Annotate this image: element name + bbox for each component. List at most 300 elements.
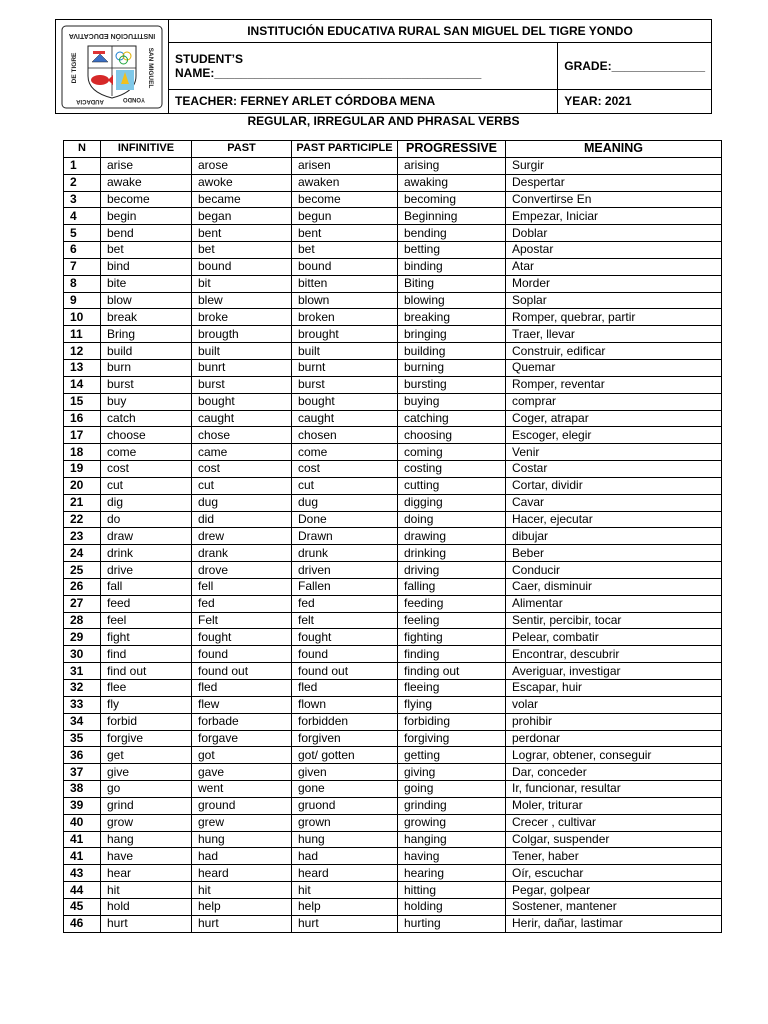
past-cell: blew [192, 292, 292, 309]
past-cell: drove [192, 562, 292, 579]
row-number: 46 [64, 915, 101, 932]
progressive-cell: hitting [398, 882, 506, 899]
infinitive-cell: get [101, 747, 192, 764]
table-row [64, 343, 722, 360]
past-cell: began [192, 208, 292, 225]
meaning-cell: Lograr, obtener, conseguir [506, 747, 722, 764]
table-row [64, 848, 722, 865]
column-header-infinitive: INFINITIVE [101, 141, 192, 158]
past-cell: Felt [192, 612, 292, 629]
verbs-table-body [64, 157, 722, 932]
meaning-cell: Sentir, percibir, tocar [506, 612, 722, 629]
past-cell: chose [192, 427, 292, 444]
progressive-cell: driving [398, 562, 506, 579]
infinitive-cell: catch [101, 410, 192, 427]
crest-icon [60, 24, 164, 110]
past-cell: bent [192, 225, 292, 242]
row-number: 31 [64, 663, 101, 680]
meaning-cell: Conducir [506, 562, 722, 579]
progressive-cell: fleeing [398, 680, 506, 697]
infinitive-cell: Bring [101, 326, 192, 343]
infinitive-cell: cut [101, 477, 192, 494]
table-header-row [64, 141, 722, 158]
past-cell: flew [192, 696, 292, 713]
row-number: 10 [64, 309, 101, 326]
past-participle-cell: forbidden [292, 713, 398, 730]
progressive-cell: feeding [398, 595, 506, 612]
logo-bottom-right-text: YONDO [122, 95, 146, 102]
table-row [64, 612, 722, 629]
infinitive-cell: feel [101, 612, 192, 629]
past-participle-cell: caught [292, 410, 398, 427]
progressive-cell: bending [398, 225, 506, 242]
meaning-cell: comprar [506, 393, 722, 410]
school-crest-logo [60, 24, 164, 110]
past-participle-cell: awaken [292, 174, 398, 191]
row-number: 15 [64, 393, 101, 410]
infinitive-cell: buy [101, 393, 192, 410]
logo-bottom-left-text: AUDACIA [76, 97, 104, 104]
row-number: 33 [64, 696, 101, 713]
table-row [64, 915, 722, 932]
meaning-cell: Caer, disminuir [506, 578, 722, 595]
progressive-cell: grinding [398, 797, 506, 814]
infinitive-cell: fly [101, 696, 192, 713]
logo-right-text: SAN MIGUEL [147, 47, 154, 88]
past-participle-cell: help [292, 898, 398, 915]
past-cell: bunrt [192, 359, 292, 376]
table-row [64, 275, 722, 292]
table-row [64, 174, 722, 191]
progressive-cell: bringing [398, 326, 506, 343]
row-number: 23 [64, 528, 101, 545]
meaning-cell: Costar [506, 461, 722, 478]
meaning-cell: dibujar [506, 528, 722, 545]
table-row [64, 595, 722, 612]
table-row [64, 511, 722, 528]
meaning-cell: Romper, reventar [506, 376, 722, 393]
meaning-cell: Beber [506, 545, 722, 562]
past-cell: forbade [192, 713, 292, 730]
progressive-cell: choosing [398, 427, 506, 444]
progressive-cell: catching [398, 410, 506, 427]
table-row [64, 444, 722, 461]
infinitive-cell: build [101, 343, 192, 360]
meaning-cell: Atar [506, 258, 722, 275]
past-participle-cell: flown [292, 696, 398, 713]
row-number: 8 [64, 275, 101, 292]
meaning-cell: Ir, funcionar, resultar [506, 781, 722, 798]
infinitive-cell: hold [101, 898, 192, 915]
infinitive-cell: bend [101, 225, 192, 242]
table-row [64, 258, 722, 275]
progressive-cell: arising [398, 157, 506, 174]
infinitive-cell: forbid [101, 713, 192, 730]
past-participle-cell: hurt [292, 915, 398, 932]
meaning-cell: Oír, escuchar [506, 865, 722, 882]
infinitive-cell: do [101, 511, 192, 528]
past-cell: broke [192, 309, 292, 326]
row-number: 26 [64, 578, 101, 595]
row-number: 34 [64, 713, 101, 730]
past-cell: did [192, 511, 292, 528]
meaning-cell: Surgir [506, 157, 722, 174]
row-number: 1 [64, 157, 101, 174]
progressive-cell: finding out [398, 663, 506, 680]
past-participle-cell: come [292, 444, 398, 461]
row-number: 40 [64, 814, 101, 831]
progressive-cell: breaking [398, 309, 506, 326]
meaning-cell: Doblar [506, 225, 722, 242]
row-number: 39 [64, 797, 101, 814]
past-participle-cell: given [292, 764, 398, 781]
past-participle-cell: hit [292, 882, 398, 899]
meaning-cell: Soplar [506, 292, 722, 309]
row-number: 45 [64, 898, 101, 915]
past-cell: built [192, 343, 292, 360]
past-participle-cell: burst [292, 376, 398, 393]
progressive-cell: hearing [398, 865, 506, 882]
progressive-cell: growing [398, 814, 506, 831]
progressive-cell: binding [398, 258, 506, 275]
past-cell: bit [192, 275, 292, 292]
past-cell: awoke [192, 174, 292, 191]
progressive-cell: getting [398, 747, 506, 764]
progressive-cell: costing [398, 461, 506, 478]
meaning-cell: Averiguar, investigar [506, 663, 722, 680]
infinitive-cell: find [101, 646, 192, 663]
past-participle-cell: found [292, 646, 398, 663]
row-number: 29 [64, 629, 101, 646]
table-row [64, 393, 722, 410]
row-number: 14 [64, 376, 101, 393]
table-row [64, 225, 722, 242]
infinitive-cell: give [101, 764, 192, 781]
meaning-cell: Convertirse En [506, 191, 722, 208]
past-participle-cell: bent [292, 225, 398, 242]
past-participle-cell: fed [292, 595, 398, 612]
progressive-cell: Biting [398, 275, 506, 292]
table-row [64, 545, 722, 562]
past-cell: fought [192, 629, 292, 646]
meaning-cell: volar [506, 696, 722, 713]
meaning-cell: Apostar [506, 242, 722, 259]
progressive-cell: drinking [398, 545, 506, 562]
past-cell: fed [192, 595, 292, 612]
row-number: 16 [64, 410, 101, 427]
past-cell: fled [192, 680, 292, 697]
past-cell: ground [192, 797, 292, 814]
meaning-cell: Sostener, mantener [506, 898, 722, 915]
header-block [55, 19, 712, 114]
progressive-cell: becoming [398, 191, 506, 208]
table-row [64, 528, 722, 545]
row-number: 2 [64, 174, 101, 191]
infinitive-cell: burst [101, 376, 192, 393]
progressive-cell: flying [398, 696, 506, 713]
progressive-cell: finding [398, 646, 506, 663]
meaning-cell: Despertar [506, 174, 722, 191]
meaning-cell: Empezar, Iniciar [506, 208, 722, 225]
infinitive-cell: hear [101, 865, 192, 882]
table-row [64, 309, 722, 326]
past-participle-cell: cost [292, 461, 398, 478]
table-row [64, 865, 722, 882]
progressive-cell: coming [398, 444, 506, 461]
table-row [64, 730, 722, 747]
past-participle-cell: Done [292, 511, 398, 528]
meaning-cell: Pelear, combatir [506, 629, 722, 646]
past-participle-cell: gone [292, 781, 398, 798]
past-participle-cell: fled [292, 680, 398, 697]
infinitive-cell: draw [101, 528, 192, 545]
past-cell: forgave [192, 730, 292, 747]
progressive-cell: awaking [398, 174, 506, 191]
progressive-cell: hurting [398, 915, 506, 932]
progressive-cell: cutting [398, 477, 506, 494]
table-row [64, 410, 722, 427]
past-cell: hung [192, 831, 292, 848]
infinitive-cell: dig [101, 494, 192, 511]
meaning-cell: Venir [506, 444, 722, 461]
table-row [64, 831, 722, 848]
row-number: 28 [64, 612, 101, 629]
row-number: 36 [64, 747, 101, 764]
past-participle-cell: Fallen [292, 578, 398, 595]
progressive-cell: having [398, 848, 506, 865]
infinitive-cell: cost [101, 461, 192, 478]
document-title: REGULAR, IRREGULAR AND PHRASAL VERBS [247, 114, 520, 128]
table-row [64, 242, 722, 259]
row-number: 4 [64, 208, 101, 225]
progressive-cell: feeling [398, 612, 506, 629]
past-cell: heard [192, 865, 292, 882]
past-cell: grew [192, 814, 292, 831]
row-number: 30 [64, 646, 101, 663]
row-number: 13 [64, 359, 101, 376]
table-row [64, 359, 722, 376]
past-cell: became [192, 191, 292, 208]
table-row [64, 882, 722, 899]
meaning-cell: Cavar [506, 494, 722, 511]
progressive-cell: hanging [398, 831, 506, 848]
meaning-cell: Coger, atrapar [506, 410, 722, 427]
past-participle-cell: Drawn [292, 528, 398, 545]
past-cell: cut [192, 477, 292, 494]
past-cell: went [192, 781, 292, 798]
row-number: 18 [64, 444, 101, 461]
infinitive-cell: hang [101, 831, 192, 848]
row-number: 3 [64, 191, 101, 208]
row-number: 5 [64, 225, 101, 242]
past-cell: hurt [192, 915, 292, 932]
progressive-cell: digging [398, 494, 506, 511]
meaning-cell: Romper, quebrar, partir [506, 309, 722, 326]
infinitive-cell: find out [101, 663, 192, 680]
past-participle-cell: bet [292, 242, 398, 259]
row-number: 32 [64, 680, 101, 697]
past-participle-cell: bound [292, 258, 398, 275]
meaning-cell: perdonar [506, 730, 722, 747]
row-number: 7 [64, 258, 101, 275]
table-row [64, 191, 722, 208]
infinitive-cell: blow [101, 292, 192, 309]
row-number: 25 [64, 562, 101, 579]
row-number: 41 [64, 831, 101, 848]
row-number: 41 [64, 848, 101, 865]
past-participle-cell: had [292, 848, 398, 865]
logo-cell [56, 20, 169, 114]
progressive-cell: holding [398, 898, 506, 915]
row-number: 35 [64, 730, 101, 747]
past-participle-cell: brought [292, 326, 398, 343]
progressive-cell: forbiding [398, 713, 506, 730]
meaning-cell: Escoger, elegir [506, 427, 722, 444]
meaning-cell: Moler, triturar [506, 797, 722, 814]
row-number: 22 [64, 511, 101, 528]
past-cell: bet [192, 242, 292, 259]
table-row [64, 326, 722, 343]
table-row [64, 477, 722, 494]
table-row [64, 494, 722, 511]
past-cell: burst [192, 376, 292, 393]
row-number: 19 [64, 461, 101, 478]
infinitive-cell: arise [101, 157, 192, 174]
past-participle-cell: arisen [292, 157, 398, 174]
row-number: 6 [64, 242, 101, 259]
meaning-cell: Dar, conceder [506, 764, 722, 781]
column-header-past-participle: PAST PARTICIPLE [292, 141, 398, 158]
school-year: YEAR: 2021 [558, 89, 712, 113]
past-participle-cell: broken [292, 309, 398, 326]
logo-left-text: DE TIGRE [71, 52, 78, 83]
past-cell: came [192, 444, 292, 461]
past-participle-cell: built [292, 343, 398, 360]
student-name-field: STUDENT’S NAME:________________________________________ [169, 43, 558, 90]
infinitive-cell: break [101, 309, 192, 326]
infinitive-cell: bet [101, 242, 192, 259]
meaning-cell: Traer, llevar [506, 326, 722, 343]
row-number: 43 [64, 865, 101, 882]
meaning-cell: Colgar, suspender [506, 831, 722, 848]
table-row [64, 629, 722, 646]
past-cell: brougth [192, 326, 292, 343]
row-number: 11 [64, 326, 101, 343]
table-row [64, 814, 722, 831]
meaning-cell: Construir, edificar [506, 343, 722, 360]
past-participle-cell: dug [292, 494, 398, 511]
table-row [64, 578, 722, 595]
progressive-cell: Beginning [398, 208, 506, 225]
meaning-cell: prohibir [506, 713, 722, 730]
table-row [64, 781, 722, 798]
past-cell: bought [192, 393, 292, 410]
past-participle-cell: burnt [292, 359, 398, 376]
past-cell: found [192, 646, 292, 663]
past-participle-cell: blown [292, 292, 398, 309]
infinitive-cell: flee [101, 680, 192, 697]
infinitive-cell: drive [101, 562, 192, 579]
past-participle-cell: got/ gotten [292, 747, 398, 764]
column-header-n: N [64, 141, 101, 158]
infinitive-cell: choose [101, 427, 192, 444]
meaning-cell: Morder [506, 275, 722, 292]
column-header-meaning: MEANING [506, 141, 722, 158]
progressive-cell: drawing [398, 528, 506, 545]
infinitive-cell: burn [101, 359, 192, 376]
meaning-cell: Encontrar, descubrir [506, 646, 722, 663]
infinitive-cell: grow [101, 814, 192, 831]
past-participle-cell: forgiven [292, 730, 398, 747]
past-cell: cost [192, 461, 292, 478]
table-row [64, 292, 722, 309]
progressive-cell: going [398, 781, 506, 798]
teacher-name: TEACHER: FERNEY ARLET CÓRDOBA MENA [169, 89, 558, 113]
progressive-cell: building [398, 343, 506, 360]
infinitive-cell: feed [101, 595, 192, 612]
meaning-cell: Alimentar [506, 595, 722, 612]
infinitive-cell: come [101, 444, 192, 461]
infinitive-cell: fall [101, 578, 192, 595]
row-number: 12 [64, 343, 101, 360]
progressive-cell: burning [398, 359, 506, 376]
past-cell: fell [192, 578, 292, 595]
past-participle-cell: found out [292, 663, 398, 680]
table-row [64, 663, 722, 680]
institution-name: INSTITUCIÓN EDUCATIVA RURAL SAN MIGUEL DEL TIGRE YONDO [169, 20, 712, 43]
progressive-cell: doing [398, 511, 506, 528]
meaning-cell: Cortar, dividir [506, 477, 722, 494]
progressive-cell: blowing [398, 292, 506, 309]
infinitive-cell: fight [101, 629, 192, 646]
row-number: 37 [64, 764, 101, 781]
infinitive-cell: grind [101, 797, 192, 814]
table-row [64, 427, 722, 444]
infinitive-cell: hit [101, 882, 192, 899]
progressive-cell: bursting [398, 376, 506, 393]
row-number: 21 [64, 494, 101, 511]
table-row [64, 461, 722, 478]
past-participle-cell: chosen [292, 427, 398, 444]
past-participle-cell: grown [292, 814, 398, 831]
past-participle-cell: begun [292, 208, 398, 225]
infinitive-cell: become [101, 191, 192, 208]
row-number: 38 [64, 781, 101, 798]
progressive-cell: fighting [398, 629, 506, 646]
meaning-cell: Hacer, ejecutar [506, 511, 722, 528]
table-row [64, 764, 722, 781]
past-cell: drew [192, 528, 292, 545]
table-row [64, 376, 722, 393]
table-row [64, 898, 722, 915]
past-cell: arose [192, 157, 292, 174]
table-row [64, 157, 722, 174]
progressive-cell: forgiving [398, 730, 506, 747]
progressive-cell: betting [398, 242, 506, 259]
progressive-cell: buying [398, 393, 506, 410]
table-row [64, 696, 722, 713]
infinitive-cell: bind [101, 258, 192, 275]
meaning-cell: Tener, haber [506, 848, 722, 865]
past-participle-cell: drunk [292, 545, 398, 562]
past-participle-cell: bought [292, 393, 398, 410]
past-participle-cell: become [292, 191, 398, 208]
table-row [64, 747, 722, 764]
past-cell: gave [192, 764, 292, 781]
past-cell: drank [192, 545, 292, 562]
past-participle-cell: bitten [292, 275, 398, 292]
table-row [64, 797, 722, 814]
